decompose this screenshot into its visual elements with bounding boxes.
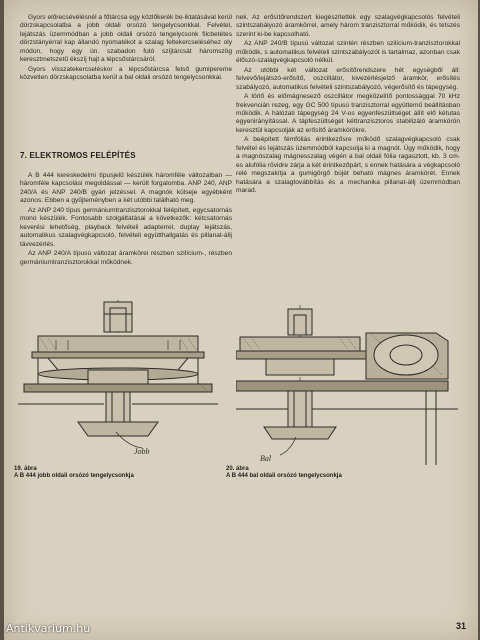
figure-19-drawing bbox=[18, 300, 228, 462]
figure-20-drawing bbox=[236, 305, 458, 465]
paragraph: A törlő és előmágnesező oszcillátor megközelítő pontossággal 70 kHz frekvencián rezeg, egy GC 500 típusú tranzisztorral együttemű beállításban működik. A hálózati tápegység 24 V-os egyenfeszültséget állít elő kétutas egyenirányítással. A tápfeszültséget kéttranzisztoros stabilizáló áramkörön keresztül kapcsolják az erősítő áramkörökre. bbox=[236, 93, 460, 134]
paragraph: Az ANP 240 típus germániumtranzisztorokkal felépített, egycsatornás mono készülék. Fontosabb szolgáltatásai a következők: kétcsatornás keverési lehetőség, playback felvételi adapterrel, duplay lejátszás, automatikus szalagvégkapcsoló, felvételi együtthallgatás és pillanat-állj távvezérlés. bbox=[20, 206, 232, 248]
section-heading: 7. ELEKTROMOS FELÉPÍTÉS bbox=[20, 151, 136, 160]
left-column-top bbox=[20, 14, 232, 84]
paragraph: Az utóbbi két változat erősítőrendszere hét egységből áll: felvevő/lejátszó-erősítő, oszcillátor, kivezérlésjelző áramkör, erősítés szabályozó, automatikus felvételi szintszabályozó, végerősítő és tápegység. bbox=[236, 66, 460, 91]
page-number: 31 bbox=[456, 621, 467, 631]
paragraph: Az ANP 240/B típusú változat szintén részben szilícium-tranzisztorokkal működik, s automatikus felvételi szintszabályozót is tartalmaz, azonban csak élőszó-szalagvégkapcsoló nélkül. bbox=[236, 40, 460, 65]
right-column bbox=[236, 14, 460, 197]
paragraph: A B 444 kereskedelmi típusjelű készülék háromféle változatban — háromféle kapcsolási megoldással — került forgalomba. ANP 240, ANP 240/A és ANP 240/B gyári jelzéssel. A magnók külseje egyébként azonos. Ebben a gyűjteményben a két utóbbi található meg. bbox=[20, 172, 232, 205]
paragraph: A beépített fémfóliás érintkezősre működő szalagvégkapcsoló csak felvétel és lejátszás üzemmódból kapcsolja ki a magnót. Úgy működik, hogy a magnószalag mágnesszalag végén a bal oldali fólia ragasztott, kb. 3 cm-es alufólia rövidre zárja a két érintkezőpárt, s ennek hatására a végkapcsoló relé megszakítja a gumigörgő bújét beható mágnes áramkörét. Ennek hatására a szalagtovábbítás és a mechanika pillanat-állj üzemmódban marad. bbox=[236, 136, 460, 195]
watermark: Antikvarium.hu bbox=[6, 622, 91, 635]
left-column-bottom bbox=[20, 172, 232, 268]
figure-20-caption-text: A B 444 bal oldali orsózó tengelycsonkja bbox=[226, 473, 342, 479]
left-spindle-technical-drawing bbox=[236, 305, 458, 465]
paragraph: Gyors visszatekercseléskor a lépcsőstárcsa felső gumipereme közvetlen dörzskapcsolatba kerül a bal oldali orsózó tengelycsonkkal. bbox=[20, 65, 232, 82]
figure-19-label: Jobb bbox=[134, 447, 150, 456]
paragraph: nek. Az erősítőrendszert kiegészítették egy szalagvégkapcsolós felvételi szintszabályozó áramkörrel, amely három tranzisztorral működik, és tetszés szerint ki-be kapcsolható. bbox=[236, 14, 460, 38]
figure-19-number: 19. ábra bbox=[14, 466, 37, 472]
figure-20-number: 20. ábra bbox=[226, 466, 249, 472]
right-spindle-technical-drawing bbox=[18, 300, 228, 462]
paragraph: Az ANP 240/A típusú változat áramkörei részben szilícium-, részben germániumtranzisztorokkal működnek. bbox=[20, 250, 232, 266]
book-page bbox=[4, 0, 478, 640]
paragraph: Gyors előrecsévélésnél a főtárcsa egy közlőkerék be-iktatásával kerül dörzskapcsolatba a jobb oldali orsózó tengelycsonkkal. Felvétel, lejátszás üzemmódban a jobb oldali orsózó tengelycsonk filcbetétes dörzstányérral kap állandó nyomatékot a szalag feltekercseléséhez oly módon, hogy egy ún. szabadon futó szíjtárcsát háromszög keresztmetszetű ékszíj hajt a lépcsőstárcsáról. bbox=[20, 14, 232, 64]
figure-20-label: Bal bbox=[260, 454, 272, 463]
figure-19-caption-text: A B 444 jobb oldali orsózó tengelycsonkja bbox=[14, 473, 134, 479]
figure-19-caption bbox=[14, 466, 224, 480]
figure-20-caption bbox=[226, 466, 456, 480]
